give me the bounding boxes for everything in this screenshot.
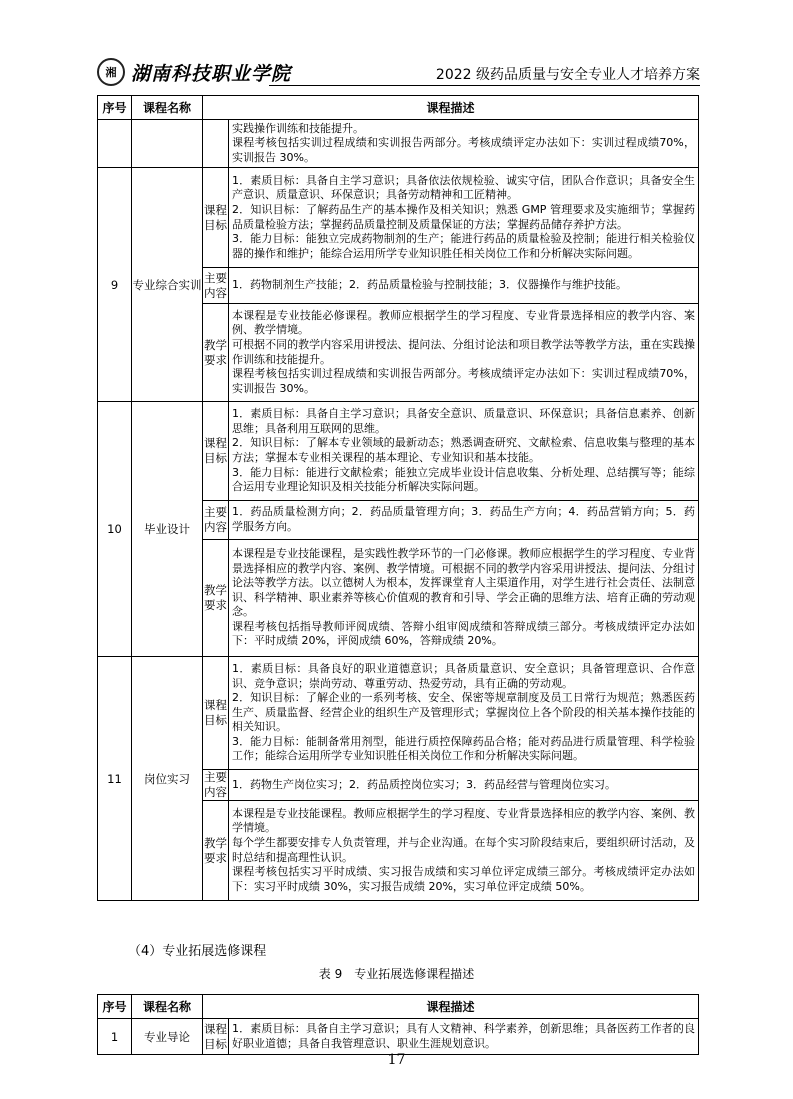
table-header-row bbox=[98, 995, 699, 1019]
table-row bbox=[98, 168, 699, 268]
goal-label: 课程目标 bbox=[203, 402, 229, 501]
course-goal: 1．素质目标：具备自主学习意识；具备安全意识、质量意识、环保意识；具备信息素养、创新思维；具备利用互联网的思维。 2．知识目标：了解本专业领域的最新动态；熟悉调查研究、文献检索、信息收集与整理的基本方法；掌握本专业相关课程的基本理论、专业知识和基本技能。 3．能力目标：能进行文献检索；能独立完成毕业设计信息收集、分析处理、总结撰写等；能综合运用专业理论知识及相关技能分析解决实际问题。 bbox=[229, 402, 699, 501]
section-heading: （4）专业拓展选修课程 bbox=[128, 944, 267, 959]
course-name: 岗位实习 bbox=[132, 657, 203, 901]
goal-label: 课程目标 bbox=[203, 168, 229, 268]
table-caption: 表 9 专业拓展选修课程描述 bbox=[318, 967, 475, 981]
header-index: 序号 bbox=[98, 96, 132, 120]
row-index: 1 bbox=[98, 1019, 132, 1055]
content-label: 主要内容 bbox=[203, 501, 229, 540]
table-row bbox=[98, 657, 699, 770]
course-requirement: 本课程是专业技能必修课程。教师应根据学生的学习程度、专业背景选择相应的教学内容、案例、教学情境。 可根据不同的教学内容采用讲授法、提问法、分组讨论法和项目教学法等教学方法，重在实践操作训练和技能提升。 课程考核包括实训过程成绩和实训报告两部分。考核成绩评定办法如下：实训过程成绩70%，实训报告 30%。 bbox=[229, 304, 699, 402]
document-title: 2022 级药品质量与安全专业人才培养方案 bbox=[435, 67, 700, 83]
course-name: 专业导论 bbox=[132, 1019, 203, 1055]
row-index: 10 bbox=[98, 402, 132, 657]
elective-course-table bbox=[97, 994, 699, 1055]
header-index: 序号 bbox=[98, 995, 132, 1019]
school-name: 湖南科技职业学院 bbox=[131, 62, 292, 85]
row-index: 11 bbox=[98, 657, 132, 901]
table-row bbox=[98, 120, 699, 168]
content-label: 主要内容 bbox=[204, 770, 227, 799]
requirement-label: 教学要求 bbox=[203, 304, 229, 402]
course-requirement: 本课程是专业技能课程。教师应根据学生的学习程度、专业背景选择相应的教学内容、案例、教学情境。 每个学生都要安排专人负责管理，并与企业沟通。在每个实习阶段结束后，要组织研讨活动，及时总结和提高理性认识。 课程考核包括实习平时成绩、实习报告成绩和实习单位评定成绩三部分。考核成绩评定办法如下：实习平时成绩 30%，实习报告成绩 20%，实习单位评定成绩 50%。 bbox=[229, 801, 699, 901]
header-course-description: 课程描述 bbox=[203, 995, 699, 1019]
course-name: 毕业设计 bbox=[132, 402, 203, 657]
header-rule bbox=[269, 85, 700, 86]
school-seal-icon: 湘 bbox=[97, 58, 125, 86]
header-course-name: 课程名称 bbox=[132, 96, 203, 120]
goal-label: 课程目标 bbox=[203, 657, 229, 770]
course-goal: 1．素质目标：具备自主学习意识；具备依法依规检验、诚实守信，团队合作意识；具备安全生产意识、质量意识、环保意识；具备劳动精神和工匠精神。 2．知识目标：了解药品生产的基本操作及相关知识；熟悉 GMP 管理要求及实施细节；掌握药品质量检验方法；掌握药品质量控制及质量保证的方法；掌握药品储存养护方法。 3．能力目标：能独立完成药物制剂的生产；能进行药品的质量检验及控制；能进行相关检验仪器的操作和维护；能综合运用所学专业知识胜任相关岗位工作和分析解决实际问题。 bbox=[229, 168, 699, 268]
requirement-label: 教学要求 bbox=[203, 801, 229, 901]
page-header bbox=[97, 58, 700, 90]
school-logo bbox=[97, 58, 291, 86]
course-name: 专业综合实训 bbox=[132, 168, 203, 402]
course-goal: 1．素质目标：具备良好的职业道德意识；具备质量意识、安全意识；具备管理意识、合作意识、竞争意识；崇尚劳动、尊重劳动、热爱劳动，具有正确的劳动观。 2．知识目标：了解企业的一系列考核、安全、保密等规章制度及员工日常行为规范；熟悉医药生产、质量监督、经营企业的组织生产及管理形式；掌握岗位上各个阶段的相关基本操作技能的相关知识。 3．能力目标：能制备常用剂型，能进行质控保障药品合格；能对药品进行质量管理、科学检验工作；能综合运用所学专业知识胜任相关岗位工作和分析解决实际问题。 bbox=[229, 657, 699, 770]
course-goal: 1．素质目标：具备自主学习意识；具有人文精神、科学素养，创新思维；具备医药工作者的良好职业道德；具备自我管理意识、职业生涯规划意识。 bbox=[229, 1019, 699, 1055]
course-description-table bbox=[97, 95, 699, 901]
page-number: 17 bbox=[387, 1052, 406, 1068]
course-requirement: 本课程是专业技能课程，是实践性教学环节的一门必修课。教师应根据学生的学习程度、专业背景选择相应的教学内容、案例、教学情境。可根据不同的教学内容采用讲授法、提问法、分组讨论法等教学方法。以立德树人为根本，发挥课堂育人主渠道作用，对学生进行社会责任、法制意识、科学精神、职业素养等核心价值观的教育和引导、学会正确的思维方法、培育正确的劳动观念。 课程考核包括指导教师评阅成绩、答辩小组审阅成绩和答辩成绩三部分。考核成绩评定办法如下：平时成绩 20%，评阅成绩 60%，答辩成绩 20%。 bbox=[229, 540, 699, 657]
goal-label: 课程目标 bbox=[203, 1019, 229, 1055]
header-course-name: 课程名称 bbox=[132, 995, 203, 1019]
row-index: 9 bbox=[98, 168, 132, 402]
content-label: 主要内容 bbox=[203, 268, 229, 304]
header-course-description: 课程描述 bbox=[203, 96, 699, 120]
course-content: 1．药物制剂生产技能；2．药品质量检验与控制技能；3．仪器操作与维护技能。 bbox=[229, 268, 699, 304]
table-row bbox=[98, 1019, 699, 1055]
requirement-label: 教学要求 bbox=[203, 540, 229, 657]
course-content: 1．药品质量检测方向；2．药品质量管理方向；3．药品生产方向；4．药品营销方向；5．药学服务方向。 bbox=[229, 501, 699, 540]
continued-description: 实践操作训练和技能提升。 课程考核包括实训过程成绩和实训报告两部分。考核成绩评定办法如下：实训过程成绩70%，实训报告 30%。 bbox=[229, 120, 699, 168]
course-content: 1．药物生产岗位实习；2．药品质控岗位实习；3．药品经营与管理岗位实习。 bbox=[229, 770, 699, 801]
table-row bbox=[98, 402, 699, 501]
table-header-row bbox=[98, 96, 699, 120]
